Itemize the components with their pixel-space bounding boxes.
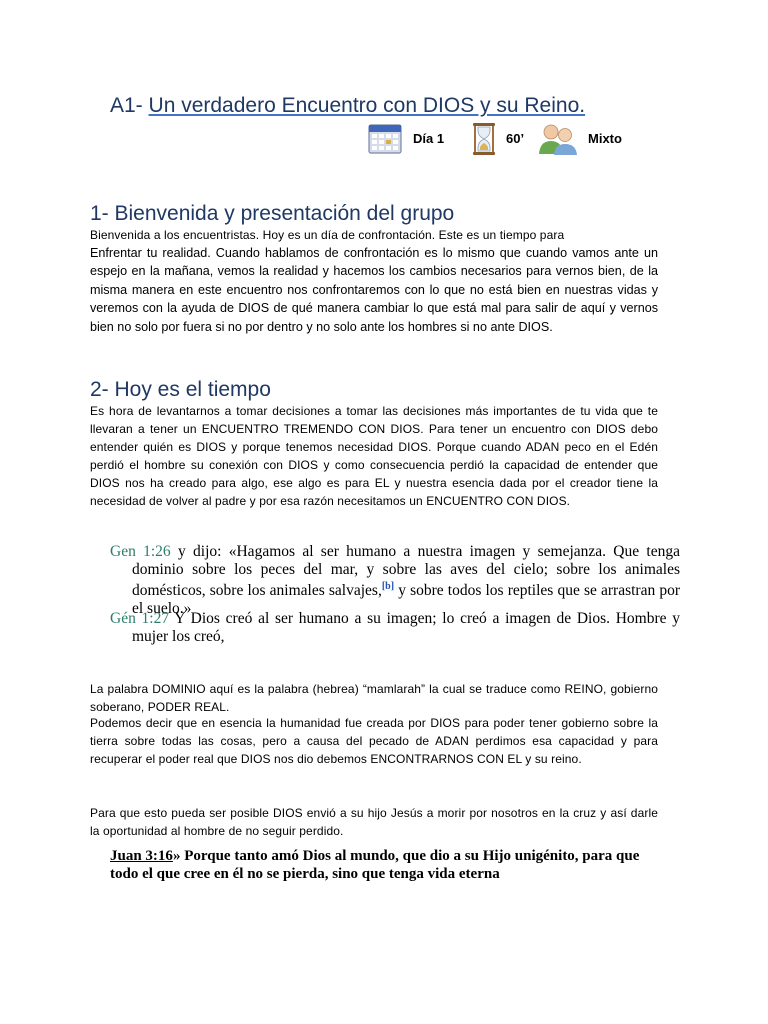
verse-text: y dijo: «Hagamos al ser humano a nuestra imagen y semejanza. Que tenga dominio sobre los peces del mar, y sobre las aves del cielo; sobre los animales domésticos, sobre los animales salvajes, <box>132 543 680 600</box>
page-title <box>110 94 585 118</box>
verse-text: y sobre todos los reptiles que se arrastran por el suelo.» <box>132 582 680 617</box>
title-prefix: A1- <box>110 94 143 117</box>
verse-gen-1-27 <box>110 610 680 645</box>
hourglass-icon <box>471 122 497 161</box>
dominio-paragraph: La palabra DOMINIO aquí es la palabra (hebrea) “mamlarah” la cual se traduce como REINO, gobierno soberano, PODER REAL. <box>90 682 658 714</box>
verse-gen-1-26 <box>110 543 680 617</box>
verse-juan-3-16 <box>110 848 658 883</box>
section-heading-2: 2- Hoy es el tiempo <box>90 378 271 401</box>
juan-text: » Porque tanto amó Dios al mundo, que dio a su Hijo unigénito, para que todo el que cree en él no se pierda, sino que tenga vida eterna <box>110 848 640 882</box>
verse-text: Y Dios creó al ser humano a su imagen; lo creó a imagen de Dios. Hombre y mujer los creó, <box>132 610 680 645</box>
para-que-paragraph: Para que esto pueda ser posible DIOS envió a su hijo Jesús a morir por nosotros en la cruz y así darle la oportunidad al hombre de no seguir perdido. <box>90 806 658 838</box>
duration-label: 60’ <box>506 131 525 146</box>
juan-ref[interactable]: Juan 3:16 <box>110 848 173 864</box>
section-1-intro: Bienvenida a los encuentristas. Hoy es un día de confrontación. Este es un tiempo para <box>90 228 565 242</box>
section-2-body: Es hora de levantarnos a tomar decisiones a tomar las decisiones más importantes de tu vida que te llevaran a tener un ENCUENTRO TREMENDO CON DIOS. Para tener un encuentro con DIOS debo entender quién es DIOS y porque tenemos necesidad DIOS. Porque cuando ADAN peco en el Edén perdió el hombre su conexión con DIOS y como consecuencia perdió la capacidad de entender que DIOS nos ha creado para algo, ese algo es para EL y nuestra esencia dada por el creador tiene la necesidad de volver al padre y por esa razón necesitamos un ENCUENTRO CON DIOS. <box>90 404 658 508</box>
day-label: Día 1 <box>413 131 445 146</box>
group-label: Mixto <box>588 131 622 146</box>
footnote-link[interactable]: [b] <box>381 581 395 592</box>
users-icon <box>538 122 578 161</box>
calendar-icon <box>368 124 402 159</box>
verse-ref[interactable]: Gen 1:26 <box>110 543 171 560</box>
title-link[interactable]: Un verdadero Encuentro con DIOS y su Reino. <box>148 94 586 117</box>
section-1-body: Enfrentar tu realidad. Cuando hablamos de confrontación es lo mismo que cuando vamos ante un espejo en la mañana, vemos la realidad y hacemos los cambios necesarios para vernos bien, de la misma manera en este encuentro nos confrontaremos con lo que no está bien en nuestras vidas y veremos con la ayuda de DIOS de qué manera cambiar lo que está mal para salir de aquí y vernos bien no solo por fuera si no por dentro y no solo ante los hombres si no ante DIOS. <box>90 246 658 334</box>
podemos-paragraph: Podemos decir que en esencia la humanidad fue creada por DIOS para poder tener gobierno sobre la tierra sobre todas las cosas, pero a causa del pecado de ADAN perdimos esa capacidad y para recuperar el poder real que DIOS nos dio debemos ENCONTRARNOS CON EL y su reino. <box>90 716 658 766</box>
verse-ref[interactable]: Gén 1:27 <box>110 610 170 627</box>
section-heading-1: 1- Bienvenida y presentación del grupo <box>90 202 455 225</box>
session-info-bar <box>368 122 668 156</box>
